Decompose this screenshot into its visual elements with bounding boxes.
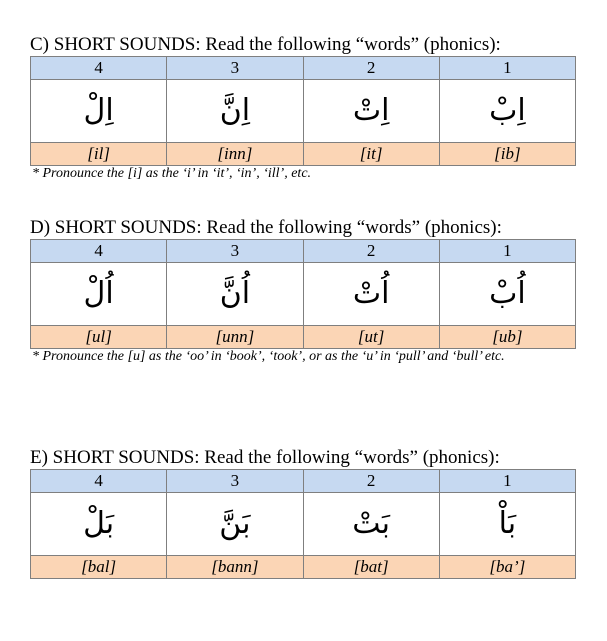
number-cell: 2 <box>303 240 439 263</box>
transliteration-cell: [ib] <box>439 143 575 166</box>
arabic-word: بَاْ <box>439 493 575 556</box>
number-cell: 4 <box>31 240 167 263</box>
pronunciation-note: * Pronounce the [u] as the ‘oo’ in ‘book’, ‘took’, or as the ‘u’ in ‘pull’ and ‘bull’ etc. <box>32 349 505 364</box>
number-cell: 1 <box>439 57 575 80</box>
transliteration-cell: [ba’] <box>439 556 575 579</box>
transliteration-cell: [ub] <box>439 326 575 349</box>
number-row <box>31 57 576 80</box>
arabic-word: اُلْ <box>31 263 167 326</box>
number-cell: 1 <box>439 240 575 263</box>
arabic-row <box>31 493 576 556</box>
arabic-word: بَنَّ <box>167 493 303 556</box>
section-heading: E) SHORT SOUNDS: Read the following “words” (phonics): <box>30 447 500 468</box>
section-d <box>30 217 576 365</box>
arabic-word: اِبْ <box>439 80 575 143</box>
number-cell: 2 <box>303 470 439 493</box>
transliteration-cell: [it] <box>303 143 439 166</box>
number-cell: 2 <box>303 57 439 80</box>
arabic-word: بَتْ <box>303 493 439 556</box>
arabic-row <box>31 80 576 143</box>
number-row <box>31 240 576 263</box>
transliteration-cell: [ul] <box>31 326 167 349</box>
section-heading: C) SHORT SOUNDS: Read the following “words” (phonics): <box>30 34 501 55</box>
number-cell: 3 <box>167 470 303 493</box>
phonics-table <box>30 56 576 166</box>
number-cell: 4 <box>31 470 167 493</box>
number-row <box>31 470 576 493</box>
arabic-word: اِتْ <box>303 80 439 143</box>
transliteration-cell: [bann] <box>167 556 303 579</box>
arabic-word: بَلْ <box>31 493 167 556</box>
section-c <box>30 34 576 182</box>
transliteration-cell: [inn] <box>167 143 303 166</box>
phonics-table <box>30 239 576 349</box>
arabic-row <box>31 263 576 326</box>
transliteration-row <box>31 556 576 579</box>
arabic-word: اُتْ <box>303 263 439 326</box>
number-cell: 3 <box>167 57 303 80</box>
transliteration-row <box>31 143 576 166</box>
section-heading: D) SHORT SOUNDS: Read the following “words” (phonics): <box>30 217 502 238</box>
arabic-word: اُنَّ <box>167 263 303 326</box>
number-cell: 1 <box>439 470 575 493</box>
number-cell: 3 <box>167 240 303 263</box>
pronunciation-note: * Pronounce the [i] as the ‘i’ in ‘it’, ‘in’, ‘ill’, etc. <box>32 166 312 181</box>
arabic-word: اِنَّ <box>167 80 303 143</box>
arabic-word: اِلْ <box>31 80 167 143</box>
number-cell: 4 <box>31 57 167 80</box>
transliteration-cell: [bal] <box>31 556 167 579</box>
arabic-word: اُبْ <box>439 263 575 326</box>
transliteration-cell: [unn] <box>167 326 303 349</box>
phonics-table <box>30 469 576 579</box>
transliteration-cell: [ut] <box>303 326 439 349</box>
transliteration-cell: [bat] <box>303 556 439 579</box>
transliteration-row <box>31 326 576 349</box>
section-e <box>30 447 576 579</box>
transliteration-cell: [il] <box>31 143 167 166</box>
